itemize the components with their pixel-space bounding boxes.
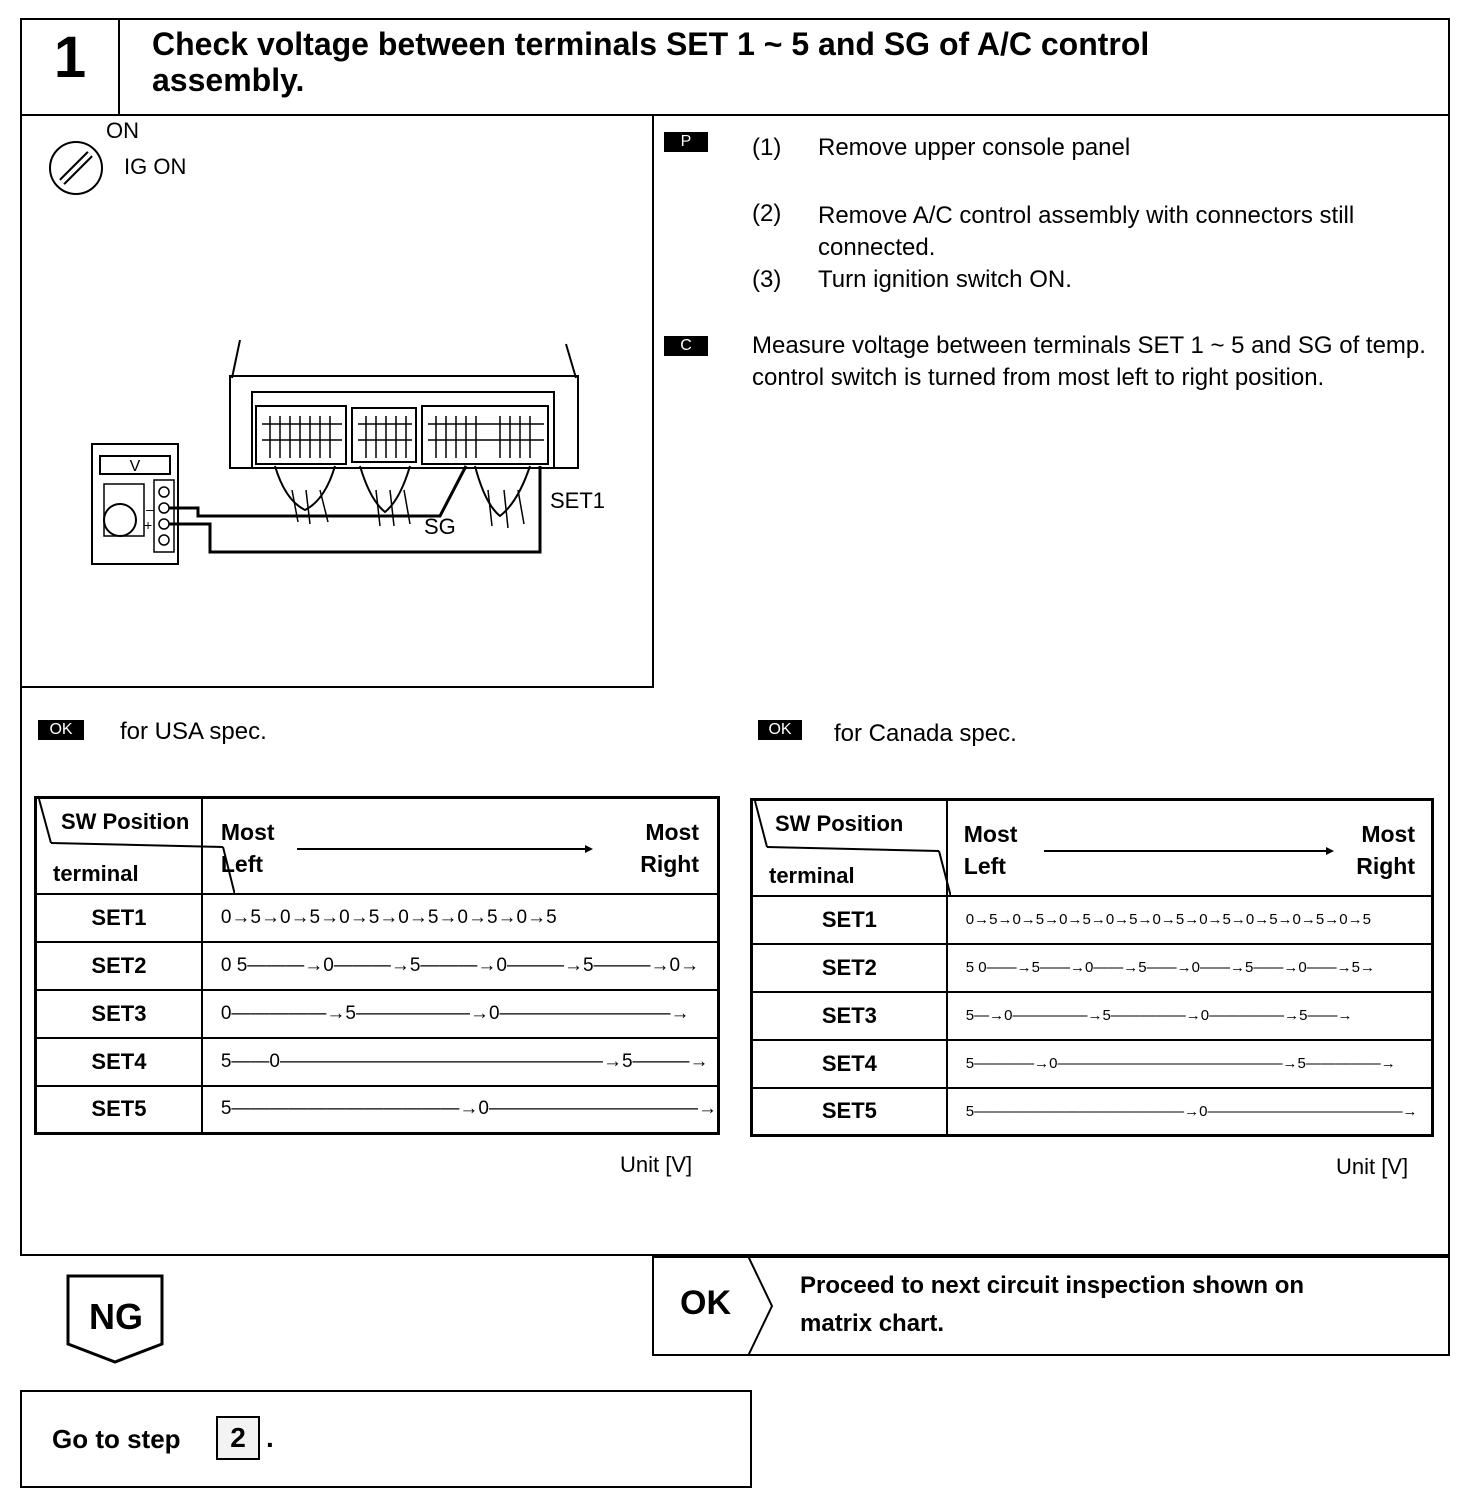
canada-seq-set4: 5————→0———————————————→5—————→ [947, 1040, 1433, 1088]
table-row [752, 944, 1433, 992]
usa-terminal-set5: SET5 [36, 1086, 202, 1134]
usa-table-header [36, 798, 719, 894]
canada-most-right-2: Right [1356, 853, 1415, 879]
voltmeter-minus: – [146, 501, 154, 517]
usa-most-right-1: Most [645, 819, 699, 845]
usa-seq-set5: 5————————————→0———————————→ [202, 1086, 719, 1134]
ok-tag-usa: OK [38, 720, 84, 740]
ignition-on-label: ON [106, 118, 139, 143]
usa-terminal-set1: SET1 [36, 894, 202, 942]
table-row [36, 894, 719, 942]
tag-p: P [664, 132, 708, 152]
ok-text-line1: Proceed to next circuit inspection shown on [800, 1272, 1305, 1299]
ng-goto-text: Go to step [52, 1424, 181, 1454]
canada-seq-set1: 0→5→0→5→0→5→0→5→0→5→0→5→0→5→0→5→0→5 [947, 896, 1433, 944]
canada-caption: for Canada spec. [834, 720, 1017, 747]
table-row [36, 1086, 719, 1134]
canada-terminal-set1: SET1 [752, 896, 947, 944]
usa-spec-table [34, 796, 720, 1135]
usa-caption: for USA spec. [120, 718, 267, 745]
usa-most-right-2: Right [640, 851, 699, 877]
proc-step3-num: (3) [752, 266, 782, 293]
canada-terminal-set2: SET2 [752, 944, 947, 992]
usa-seq-set1: 0→5→0→5→0→5→0→5→0→5→0→5 [202, 894, 719, 942]
canada-seq-set5: 5——————————————→0—————————————→ [947, 1088, 1433, 1136]
canada-table-header [752, 800, 1433, 896]
usa-terminal-set3: SET3 [36, 990, 202, 1038]
proc-step1-num: (1) [752, 134, 782, 161]
usa-header-corner [36, 798, 202, 894]
usa-seq-set3: 0—————→5——————→0—————————→ [202, 990, 719, 1038]
canada-terminal-set5: SET5 [752, 1088, 947, 1136]
ng-label: NG [89, 1296, 143, 1337]
usa-terminal-set2: SET2 [36, 942, 202, 990]
usa-terminal-set4: SET4 [36, 1038, 202, 1086]
ng-goto-period: . [266, 1422, 274, 1453]
ng-goto-step-button[interactable]: 2 [216, 1416, 260, 1460]
ignition-ig-on-label: IG ON [124, 154, 187, 179]
canada-unit: Unit [V] [1336, 1154, 1409, 1179]
step-number: 1 [53, 25, 87, 90]
canada-seq-set3: 5—→0—————→5—————→0—————→5——→ [947, 992, 1433, 1040]
ok-label: OK [680, 1284, 731, 1322]
canada-spec-table [750, 798, 1434, 1137]
ok-text-line2: matrix chart. [800, 1310, 945, 1337]
usa-seq-set2: 0 5———→0———→5———→0———→5———→0→ [202, 942, 719, 990]
usa-seq-set4: 5——0—————————————————→5———→ [202, 1038, 719, 1086]
wiring-diagram [80, 340, 640, 580]
set1-lead-label: SET1 [550, 488, 606, 513]
canada-most-left-1: Most [963, 821, 1018, 847]
canada-terminal: terminal [769, 863, 855, 888]
step-title-line1: Check voltage between terminals SET 1 ~ 5 and SG of A/C control [152, 26, 1150, 62]
ok-chevron-divider [746, 1256, 776, 1356]
proc-step1-text: Remove upper console panel [818, 134, 1131, 161]
canada-sw-position: SW Position [775, 811, 904, 836]
canada-seq-set2: 5 0——→5——→0——→5——→0——→5——→0——→5→ [947, 944, 1433, 992]
step-title-line2: assembly. [152, 62, 305, 98]
table-row [752, 1088, 1433, 1136]
usa-terminal: terminal [53, 861, 139, 886]
usa-header-range [202, 798, 719, 894]
step-number-divider [118, 18, 120, 116]
canada-terminal-set3: SET3 [752, 992, 947, 1040]
table-row [752, 1040, 1433, 1088]
table-row [36, 1038, 719, 1086]
canada-range-arrow [1044, 845, 1334, 857]
tag-c: C [664, 336, 708, 356]
check-text: Measure voltage between terminals SET 1 ~ 5 and SG of temp. control switch is turned from most left to right position. [752, 332, 1426, 391]
usa-sw-position: SW Position [61, 809, 190, 834]
proc-step2-num: (2) [752, 200, 782, 227]
usa-most-left-1: Most [220, 819, 275, 845]
table-row [752, 896, 1433, 944]
canada-header-range [947, 800, 1433, 896]
voltmeter-plus: + [144, 517, 153, 533]
usa-unit: Unit [V] [620, 1152, 693, 1177]
ignition-key-icon [46, 138, 106, 198]
usa-range-arrow [297, 843, 593, 855]
ok-tag-canada: OK [758, 720, 802, 740]
proc-step2-text: Remove A/C control assembly with connectors still connected. [818, 202, 1355, 261]
canada-terminal-set4: SET4 [752, 1040, 947, 1088]
table-row [36, 942, 719, 990]
sg-lead-label: SG [424, 514, 456, 539]
usa-most-left-2: Left [220, 851, 264, 877]
canada-header-corner [752, 800, 947, 896]
canada-most-right-1: Most [1361, 821, 1415, 847]
canada-most-left-2: Left [963, 853, 1006, 879]
table-row [36, 990, 719, 1038]
table-row [752, 992, 1433, 1040]
voltmeter-label: V [129, 458, 141, 475]
proc-step3-text: Turn ignition switch ON. [818, 266, 1072, 293]
